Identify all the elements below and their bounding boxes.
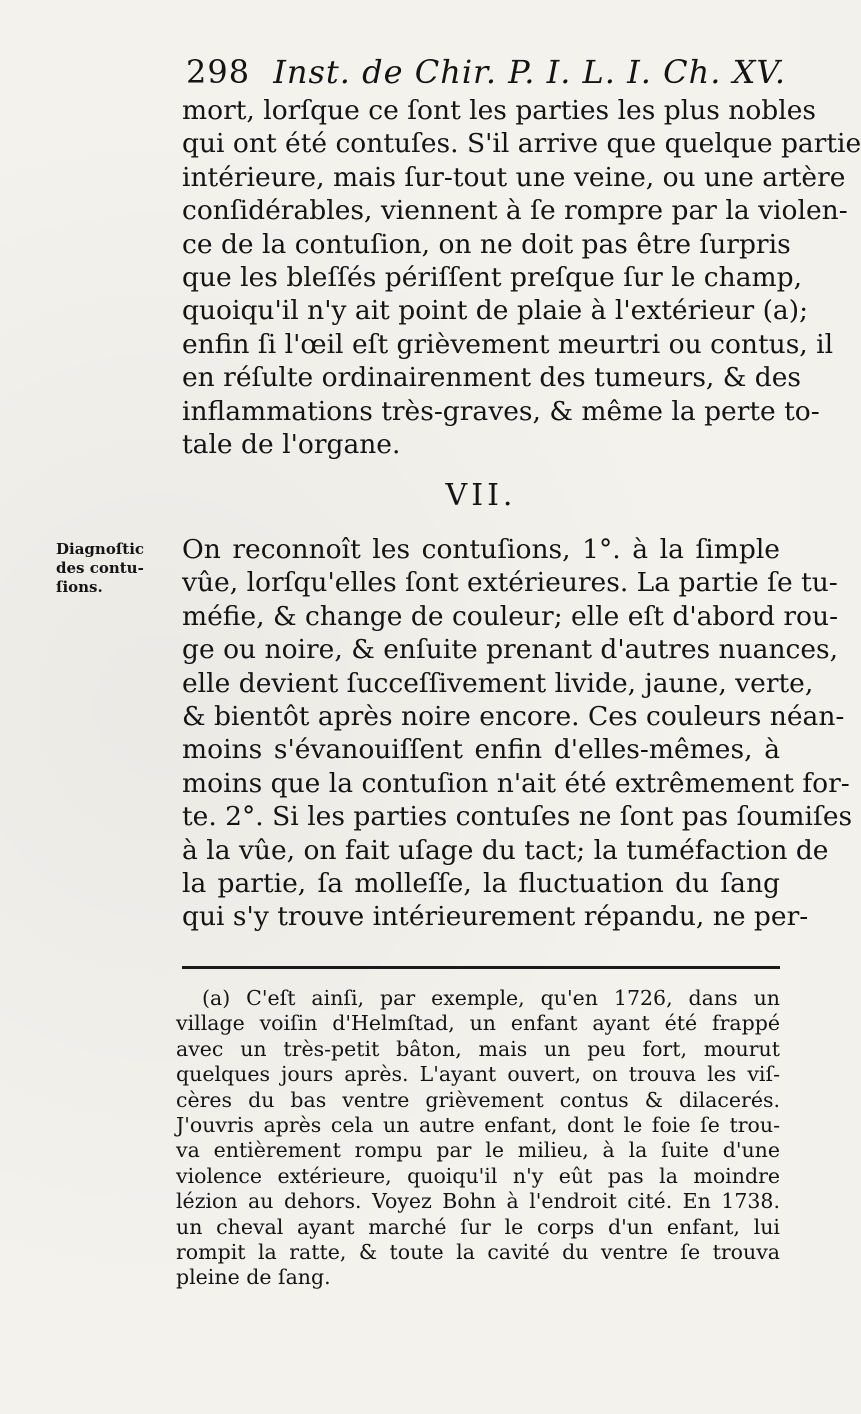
text-line: intérieure, mais ſur-tout une veine, ou une artère <box>182 161 846 193</box>
footnote-line: pleine de ſang. <box>176 1265 331 1290</box>
text-line: tale de l'organe. <box>182 428 401 460</box>
text-line: ce de la contuſion, on ne doit pas être ſurpris <box>182 228 791 260</box>
text-line: méfie, & change de couleur; elle eſt d'abord rou- <box>182 600 839 632</box>
footnote-divider <box>182 966 780 969</box>
page-number: 298 <box>186 53 251 91</box>
text-line: te. 2°. Si les parties contuſes ne ſont pas ſoumiſes <box>182 801 853 833</box>
text-line: qui s'y trouve intérieurement répandu, ne per- <box>182 901 809 933</box>
footnote-line: un cheval ayant marché ſur le corps d'un enfant, lui <box>176 1214 780 1239</box>
footnote-line: va entièrement rompu par le milieu, à la ſuite d'une <box>176 1138 780 1163</box>
text-line: inflammations très-graves, & même la perte to- <box>182 395 820 427</box>
text-line: que les bleſſés périſſent preſque ſur le champ, <box>182 261 803 293</box>
text-line: moins s'évanouiſſent enfin d'elles-mêmes, à <box>182 734 780 766</box>
text-line: On reconnoît les contuſions, 1°. à la ſimple <box>182 534 780 565</box>
footnote-line: (a) C'eſt ainſi, par exemple, qu'en 1726, dans un <box>202 986 780 1010</box>
margin-note-line: Diagnoſtic <box>56 540 145 558</box>
text-line: mort, lorſque ce ſont les parties les plus nobles <box>182 95 817 126</box>
text-line: à la vûe, on fait uſage du tact; la tuméfaction de <box>182 834 829 866</box>
text-line: qui ont été contuſes. S'il arrive que quelque partie <box>182 128 861 160</box>
footnote-line: quelques jours après. L'ayant ouvert, on trouva les viſ- <box>176 1062 780 1087</box>
text-line: enfin ſi l'œil eſt grièvement meurtri ou contus, il <box>182 328 834 360</box>
footnote-line: rompit la ratte, & toute la cavité du ventre ſe trouva <box>176 1239 780 1264</box>
text-line: en réſulte ordinairenment des tumeurs, & des <box>182 362 802 394</box>
footnote-line: violence extérieure, quoiqu'il n'y eût pas la moindre <box>176 1163 780 1188</box>
paragraph-contusion-effects <box>182 94 861 461</box>
paragraph-diagnosis <box>182 533 853 934</box>
running-title: Inst. de Chir. P. I. L. I. Ch. XV. <box>273 53 787 91</box>
footnote-line: cères du bas ventre grièvement contus & dilacerés. <box>176 1087 780 1112</box>
section-heading: VII. <box>445 478 517 513</box>
footnote-line: village voiſin d'Helmſtad, un enfant ayant été frappé <box>176 1011 780 1036</box>
margin-note <box>56 540 178 597</box>
text-line: moins que la contuſion n'ait été extrêmement for- <box>182 767 850 799</box>
text-line: conſidérables, viennent à ſe rompre par la violen- <box>182 195 848 227</box>
footnote-line: J'ouvris après cela un autre enfant, dont le foie ſe trou- <box>176 1112 780 1137</box>
footnote <box>176 986 780 1291</box>
margin-note-line: des contu- <box>56 559 144 577</box>
text-line: vûe, lorſqu'elles ſont extérieures. La partie ſe tu- <box>182 567 838 599</box>
text-line: & bientôt après noire encore. Ces couleurs néan- <box>182 700 845 732</box>
text-line: elle devient ſucceſſivement livide, jaune, verte, <box>182 667 814 699</box>
footnote-line: lézion au dehors. Voyez Bohn à l'endroit cité. En 1738. <box>176 1189 780 1214</box>
text-line: quoiqu'il n'y ait point de plaie à l'extérieur (a); <box>182 295 808 327</box>
footnote-line: avec un très-petit bâton, mais un peu fort, mourut <box>176 1036 780 1061</box>
text-line: ge ou noire, & enſuite prenant d'autres nuances, <box>182 634 839 666</box>
running-head <box>186 52 786 92</box>
text-line: la partie, ſa molleſſe, la fluctuation du ſang <box>182 867 780 899</box>
margin-note-line: ſions. <box>56 578 103 596</box>
